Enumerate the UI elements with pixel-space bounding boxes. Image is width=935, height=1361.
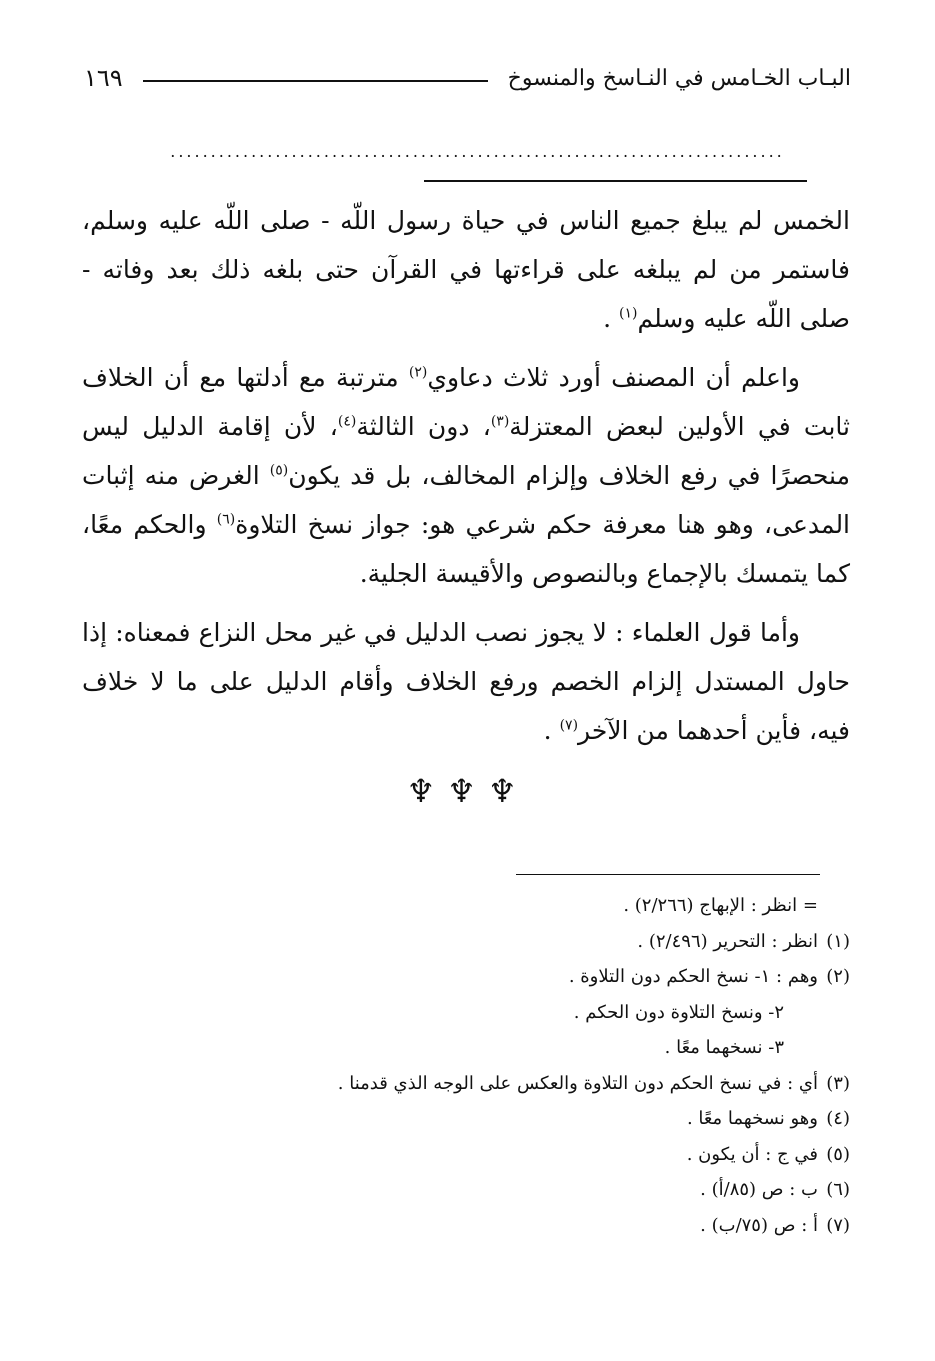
footnote-line — [150, 1030, 850, 1066]
footnote-line — [150, 1137, 850, 1173]
dotted-separator: ............................................................................ — [170, 142, 785, 161]
footnote-text: ٢- ونسخ التلاوة دون الحكم . — [573, 1001, 784, 1023]
paragraph-text: الغرض منه إثبات المدعى، وهو هنا معرفة حكم شرعي هو: جواز نسخ التلاوة — [82, 461, 851, 539]
footnote-number: (٥) — [826, 1143, 850, 1165]
paragraph-text: . — [603, 304, 620, 333]
paragraph-text: ، دون الثالثة — [356, 412, 491, 441]
footnote-line — [150, 1172, 850, 1208]
footnote-text: = انظر : الإبهاج (٢/٢٦٦) . — [623, 895, 818, 916]
footnotes — [150, 888, 850, 1243]
footnote-marker: (١) — [619, 305, 638, 322]
header-rule — [143, 80, 488, 82]
footnote-text: وهو نسخهما معًا . — [686, 1108, 818, 1129]
running-header — [84, 58, 851, 98]
paragraph-text: مترتبة مع أدلتها مع أن الخلاف ثابت في الأولين لبعض المعتزلة — [82, 363, 850, 441]
footnote-line — [150, 888, 850, 924]
paragraph-2 — [82, 353, 850, 598]
continuation-rule — [424, 180, 807, 182]
paragraph-text: ، لأن إقامة الدليل ليس منحصرًا في رفع الخلاف وإلزام المخالف، بل قد يكون — [82, 412, 850, 490]
footnote-number: (٦) — [826, 1179, 850, 1200]
footnote-marker: (٢) — [408, 364, 428, 381]
footnote-number: (٤) — [826, 1108, 850, 1129]
footnote-text: أي : في نسخ الحكم دون التلاوة والعكس على الوجه الذي قدمنا . — [337, 1072, 818, 1094]
footnote-text: انظر : التحرير (٢/٤٩٦) . — [637, 930, 818, 952]
footnote-line — [150, 1208, 850, 1244]
ornament-icon: ♆♆♆ — [406, 772, 529, 810]
paragraph-text: الخمس لم يبلغ جميع الناس في حياة رسول اللّه - صلى اللّه عليه وسلم، فاستمر من لم يبلغه على قراءتها في القرآن حتى بلغه ذلك بعد وفاته - صلى اللّه عليه وسلم — [82, 206, 850, 333]
paragraph-text: . — [543, 716, 560, 745]
footnote-line — [150, 924, 850, 960]
paragraph-text: وأما قول العلماء : لا يجوز نصب الدليل في غير محل النزاع فمعناه: إذا حاول المستدل إلزام الخصم ورفع الخلاف وأقام الدليل على ما لا خلاف فيه، فأين أحدهما من الآخر — [82, 618, 850, 745]
footnote-marker: (٥) — [269, 462, 289, 479]
footnote-text: ب : ص (٨٥/أ) . — [700, 1179, 818, 1200]
footnote-line — [150, 959, 850, 995]
paragraph-text: واعلم أن المصنف أورد ثلاث دعاوي — [427, 363, 800, 392]
footnote-rule — [516, 874, 820, 875]
footnote-number: (٣) — [826, 1072, 850, 1094]
paragraph-text: والحكم معًا، كما يتمسك بالإجماع وبالنصوص والأقيسة الجلية. — [82, 510, 850, 588]
footnote-text: أ : ص (٧٥/ب) . — [700, 1214, 818, 1236]
main-text — [82, 196, 850, 765]
footnote-text: ٣- نسخهما معًا . — [664, 1037, 784, 1058]
footnote-marker: (٣) — [490, 413, 510, 430]
footnote-text: وهم : ١- نسخ الحكم دون التلاوة . — [568, 966, 818, 987]
footnote-line — [150, 995, 850, 1031]
footnote-line — [150, 1101, 850, 1137]
footnote-marker: (٤) — [337, 413, 357, 430]
footnote-marker: (٦) — [216, 511, 236, 528]
footnote-marker: (٧) — [559, 717, 579, 734]
chapter-title: البـاب الخـامس في النـاسخ والمنسوخ — [507, 65, 851, 91]
footnote-number: (٢) — [826, 966, 850, 987]
footnote-line — [150, 1066, 850, 1102]
page-number: ١٦٩ — [84, 64, 123, 92]
paragraph-1 — [82, 196, 850, 343]
footnote-number: (٧) — [826, 1214, 850, 1236]
footnote-text: في ج : أن يكون . — [686, 1143, 818, 1165]
paragraph-3 — [82, 608, 850, 755]
footnote-number: (١) — [826, 930, 850, 952]
